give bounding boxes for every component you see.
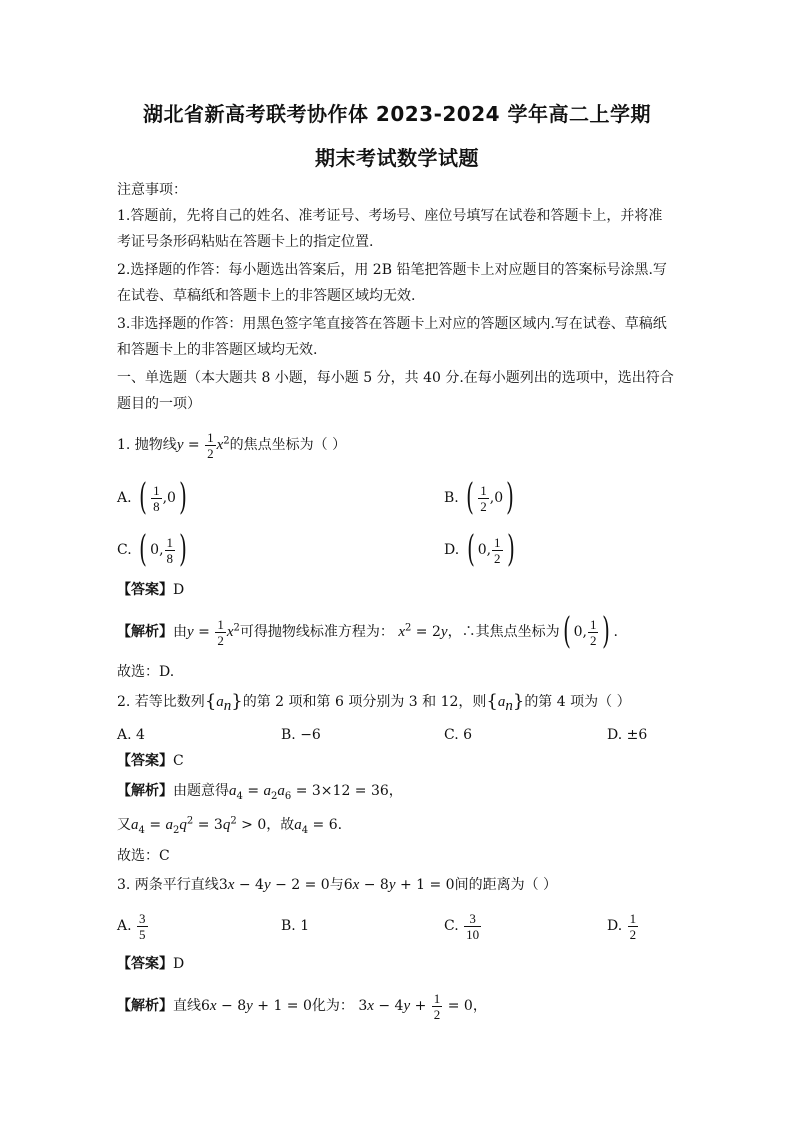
q2-conclusion: 故选：C bbox=[117, 848, 170, 864]
note-1-line-2: 考证号条形码粘贴在答题卡上的指定位置. bbox=[117, 234, 374, 250]
q2-option-a: A. 4 bbox=[117, 727, 145, 743]
question-1: 1. 抛物线y = $\frac{1}{2}$ $x^2$的焦点坐标为（ ） bbox=[117, 429, 347, 461]
q3-answer: 【答案】D bbox=[117, 956, 185, 972]
q3-analysis: 【解析】直线6x − 8y + 1 = 0化为： 3x − 4y + $\frac{1}{2}$ = 0， bbox=[117, 990, 487, 1022]
note-2-line-1: 2.选择题的作答：每小题选出答案后，用 2B 铅笔把答题卡上对应题目的答案标号涂黑.写 bbox=[117, 262, 667, 278]
q1-option-b: B. ( $\frac{1}{2}$ ,0) bbox=[444, 477, 514, 518]
exam-title-line-1: 湖北省新高考联考协作体 2023-2024 学年高二上学期 bbox=[142, 102, 652, 126]
q1-option-d: D. ( 0, $\frac{1}{2}$ ) bbox=[444, 529, 515, 570]
q1-analysis: 【解析】由y = $\frac{1}{2}$ $x^2$可得抛物线标准方程为： $x^2 = 2y$，∴其焦点坐标为( 0, $\frac{1}{2}$ ) . bbox=[117, 611, 618, 652]
q3-option-a: A. $\frac{3}{5}$ bbox=[117, 910, 146, 942]
note-3-line-2: 和答题卡上的非答题区域均无效. bbox=[117, 342, 318, 358]
q3-option-c: C. $\frac{3}{10}$ bbox=[444, 910, 480, 942]
question-2: 2. 若等比数列$\{a_n\}$的第 2 项和第 6 项分别为 3 和 12，则$\{a_n\}$的第 4 项为（ ） bbox=[117, 691, 631, 714]
q3-option-d: D. $\frac{1}{2}$ bbox=[607, 910, 637, 942]
q2-answer: 【答案】C bbox=[117, 753, 184, 769]
question-3: 3. 两条平行直线3x − 4y − 2 = 0与6x − 8y + 1 = 0间的距离为（ ） bbox=[117, 877, 558, 893]
section-heading-line-2: 题目的一项） bbox=[117, 396, 201, 412]
q2-option-c: C. 6 bbox=[444, 727, 473, 743]
exam-title-line-2: 期末考试数学试题 bbox=[315, 146, 479, 170]
note-2-line-2: 在试卷、草稿纸和答题卡上的非答题区域均无效. bbox=[117, 288, 416, 304]
q2-option-d: D. ±6 bbox=[607, 727, 648, 743]
q2-option-b: B. −6 bbox=[281, 727, 321, 743]
section-heading-line-1: 一、单选题（本大题共 8 小题，每小题 5 分，共 40 分.在每小题列出的选项中，选出符合 bbox=[117, 370, 674, 386]
q1-answer: 【答案】D bbox=[117, 582, 185, 598]
note-1-line-1: 1.答题前，先将自己的姓名、准考证号、考场号、座位号填写在试卷和答题卡上，并将准 bbox=[117, 208, 663, 224]
q1-conclusion: 故选：D. bbox=[117, 664, 175, 680]
q2-analysis-line-2: 又$a_4 = a_2q^2 = 3q^2 > 0$，故$a_4 = 6$. bbox=[117, 815, 343, 836]
note-3-line-1: 3.非选择题的作答：用黑色签字笔直接答在答题卡上对应的答题区域内.写在试卷、草稿纸 bbox=[117, 316, 667, 332]
notes-heading: 注意事项： bbox=[117, 182, 187, 198]
q3-option-b: B. 1 bbox=[281, 918, 310, 934]
q1-option-c: C. ( 0, $\frac{1}{8}$ ) bbox=[117, 529, 187, 570]
q1-option-a: A. ( $\frac{1}{8}$ ,0) bbox=[117, 477, 187, 518]
q2-analysis-line-1: 【解析】由题意得$a_4 = a_2a_6 = 3\times 12 = 36$， bbox=[117, 783, 403, 802]
